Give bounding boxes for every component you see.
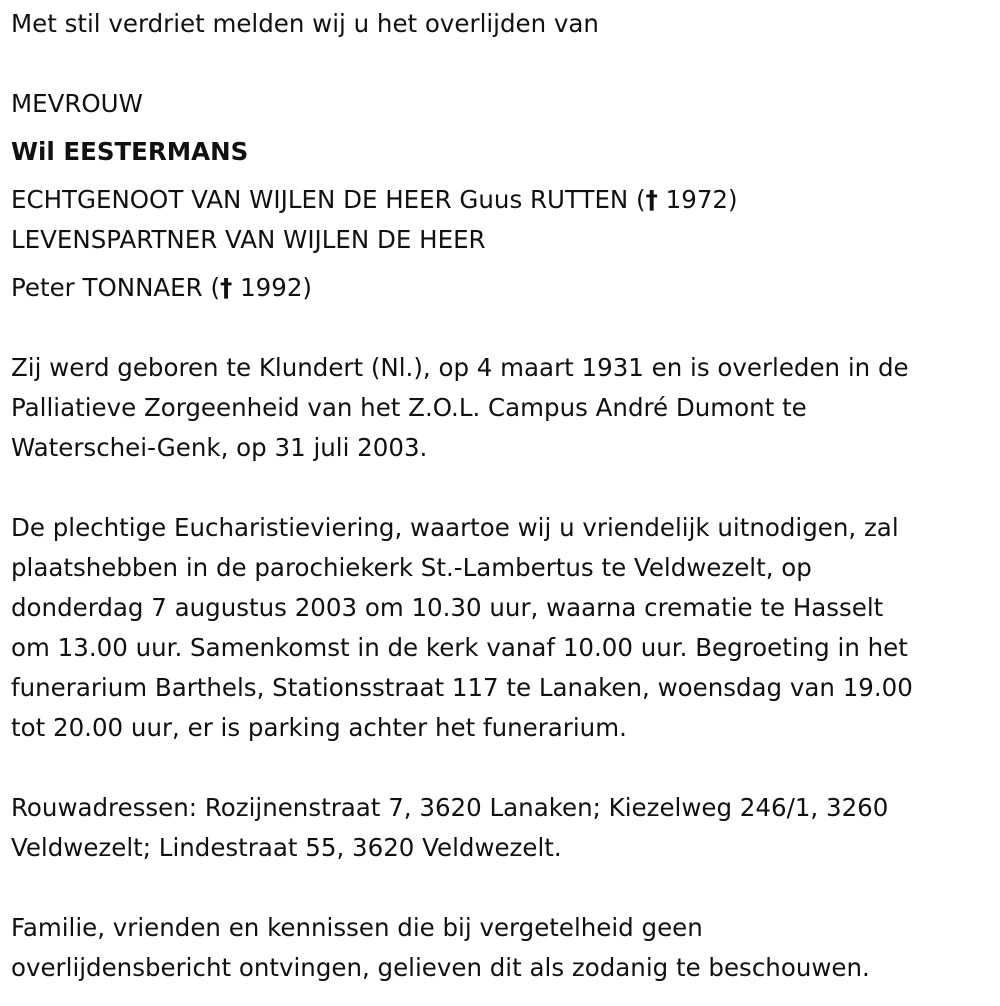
paragraph-line: om 13.00 uur. Samenkomst in de kerk vanaf 10.00 uur. Begroeting in het [11, 633, 908, 662]
spacer [11, 124, 986, 132]
deceased-name: Wil EESTERMANS [11, 137, 249, 166]
partner-line-1: LEVENSPARTNER VAN WIJLEN DE HEER [11, 225, 486, 254]
spacer [11, 748, 986, 788]
spacer [11, 468, 986, 508]
spouse-suffix: 1972) [657, 185, 738, 214]
cross-icon: † [220, 273, 233, 302]
paragraph-line: Palliatieve Zorgeenheid van het Z.O.L. Campus André Dumont te [11, 393, 807, 422]
paragraph-line: De plechtige Eucharistieviering, waartoe wij u vriendelijk uitnodigen, zal [11, 513, 899, 542]
addresses-paragraph [11, 788, 986, 868]
closing-paragraph [11, 908, 986, 988]
ceremony-paragraph [11, 508, 986, 748]
spouse-prefix: ECHTGENOOT VAN WIJLEN DE HEER Guus RUTTEN ( [11, 185, 646, 214]
paragraph-line: Rouwadressen: Rozijnenstraat 7, 3620 Lanaken; Kiezelweg 246/1, 3260 [11, 793, 889, 822]
paragraph-line: Waterschei-Genk, op 31 juli 2003. [11, 433, 428, 462]
title-text: MEVROUW [11, 89, 143, 118]
paragraph-line: Familie, vrienden en kennissen die bij vergetelheid geen [11, 913, 703, 942]
paragraph-line: donderdag 7 augustus 2003 om 10.30 uur, waarna crematie te Hasselt [11, 593, 884, 622]
birth-death-paragraph [11, 348, 986, 468]
paragraph-line: overlijdensbericht ontvingen, gelieven dit als zodanig te beschouwen. [11, 953, 870, 982]
intro-text: Met stil verdriet melden wij u het overlijden van [11, 9, 599, 38]
spacer [11, 172, 986, 180]
spacer [11, 44, 986, 84]
paragraph-line: Veldwezelt; Lindestraat 55, 3620 Veldwezelt. [11, 833, 562, 862]
spouse-line [11, 180, 986, 220]
spacer [11, 868, 986, 908]
paragraph-line: Zij werd geboren te Klundert (Nl.), op 4 maart 1931 en is overleden in de [11, 353, 909, 382]
paragraph-line: funerarium Barthels, Stationsstraat 117 te Lanaken, woensdag van 19.00 [11, 673, 913, 702]
partner-line-2 [11, 268, 986, 308]
paragraph-line: tot 20.00 uur, er is parking achter het funerarium. [11, 713, 627, 742]
spacer [11, 260, 986, 268]
obituary-notice [11, 4, 986, 988]
paragraph-line: plaatshebben in de parochiekerk St.-Lambertus te Veldwezelt, op [11, 553, 812, 582]
spacer [11, 308, 986, 348]
partner-prefix: Peter TONNAER ( [11, 273, 221, 302]
partner-suffix: 1992) [232, 273, 312, 302]
cross-icon: † [645, 185, 658, 214]
